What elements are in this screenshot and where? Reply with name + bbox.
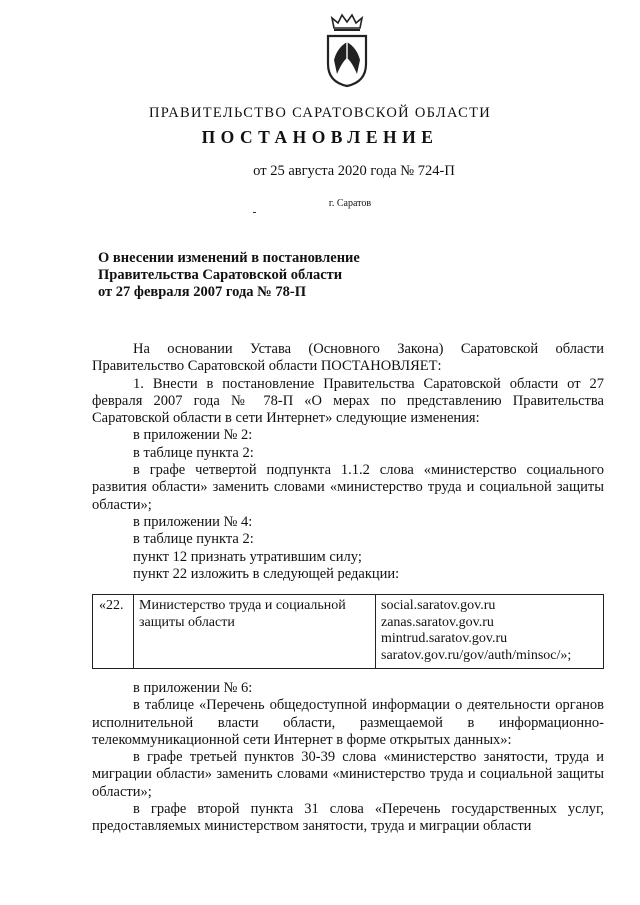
body-paragraph: 1. Внести в постановление Правительства Саратовской области от 27 февраля 2007 года № 78-П «О мерах по представлению Правительства Саратовской области в сети Интернет» следующие изменения: — [92, 375, 604, 427]
body-paragraph: в графе второй пункта 31 слова «Перечень государственных услуг, предоставляемых министерством занятости, труда и миграции области — [92, 801, 604, 835]
site-address: saratov.gov.ru/gov/auth/minsoc/»; — [381, 647, 572, 663]
body-paragraph: в таблице пункта 2: — [133, 444, 254, 461]
government-name: ПРАВИТЕЛЬСТВО САРАТОВСКОЙ ОБЛАСТИ — [148, 105, 492, 121]
body-paragraph: в таблице «Перечень общедоступной информации о деятельности органов исполнительной власти области, размещаемой в информационно-телекоммуникационной сети Интернет в форме открытых данных»: — [92, 697, 604, 748]
body-paragraph: пункт 22 изложить в следующей редакции: — [133, 565, 400, 582]
site-address: social.saratov.gov.ru — [381, 598, 496, 613]
body-paragraph: в графе четвертой подпункта 1.1.2 слова «министерство социального развития области» заменить словами «министерство труда и социальной защиты области»; — [92, 462, 604, 513]
document-type: ПОСТАНОВЛЕНИЕ — [201, 127, 439, 147]
document-subject — [98, 250, 360, 301]
coat-of-arms-icon — [322, 12, 372, 88]
body-paragraph: в графе третьей пунктов 30-39 слова «министерство занятости, труда и миграции области» заменить словами «министерство труда и социальной защиты области»; — [92, 749, 604, 800]
body-paragraph: в таблице пункта 2: — [133, 531, 254, 548]
table-row — [93, 595, 604, 669]
subject-line: от 27 февраля 2007 года № 78-П — [98, 284, 306, 300]
document-body — [92, 341, 604, 583]
document-date-number: от 25 августа 2020 года № 724-П — [253, 163, 455, 179]
subject-line: О внесении изменений в постановление — [98, 250, 360, 266]
site-address: zanas.saratov.gov.ru — [381, 614, 494, 630]
body-paragraph: в приложении № 4: — [133, 513, 253, 530]
table-cell-sites — [376, 595, 604, 669]
subject-line: Правительства Саратовской области — [98, 267, 343, 283]
body-paragraph: пункт 12 признать утратившим силу; — [133, 548, 362, 565]
scan-mark — [253, 212, 256, 213]
body-paragraph: На основании Устава (Основного Закона) Саратовской области Правительство Саратовской области ПОСТАНОВЛЯЕТ: — [92, 341, 604, 375]
document-body-continued — [92, 680, 604, 836]
table-cell-number: «22. — [93, 595, 134, 669]
document-city: г. Саратов — [328, 198, 372, 209]
body-paragraph: в приложении № 2: — [133, 427, 253, 444]
table-cell-name: Министерство труда и социальной защиты области — [134, 595, 376, 669]
body-paragraph: в приложении № 6: — [133, 680, 253, 696]
site-address: mintrud.saratov.gov.ru — [381, 631, 508, 646]
amendment-table — [92, 594, 604, 669]
